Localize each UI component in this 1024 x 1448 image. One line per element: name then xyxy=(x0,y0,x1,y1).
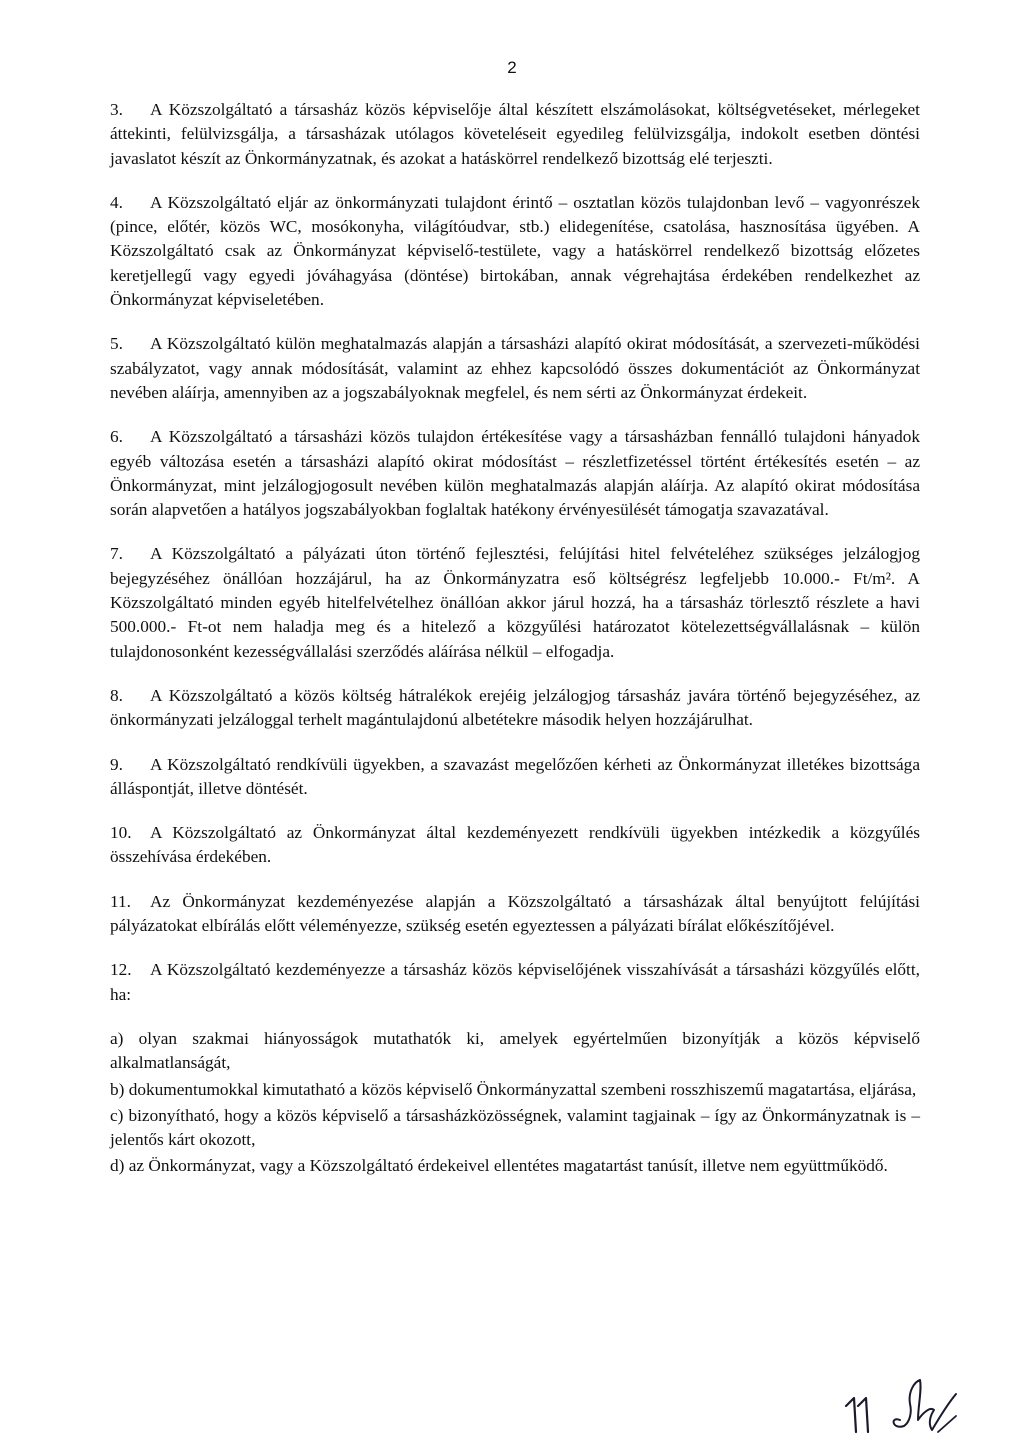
paragraph-text: A Közszolgáltató a pályázati úton történő fejlesztési, felújítási hitel felvételéhez szükséges jelzálogjog bejegyzéséhez önállóan hozzájárul, ha az Önkormányzatra eső költségrész legfeljebb 10.000.- Ft/m². A Közszolgáltató minden egyéb hitelfelvételhez önállóan akkor járul hozzá, ha a társasház törlesztő részlete a havi 500.000.- Ft-ot nem haladja meg és a hitelező a közgyűlési határozatot kötelezettségvállalásnak – külön tulajdonosonként kezességvállalási szerződés aláírása nélkül – elfogadja. xyxy=(110,544,920,661)
paragraph-4 xyxy=(110,191,920,312)
paragraph-text: A Közszolgáltató az Önkormányzat által kezdeményezett rendkívüli ügyekben intézkedik a közgyűlés összehívása érdekében. xyxy=(110,823,920,867)
paragraph-number: 7. xyxy=(110,544,123,564)
subitem-b: b) dokumentumokkal kimutatható a közös képviselő Önkormányzattal szembeni rosszhiszemű magatartása, eljárása, xyxy=(110,1079,917,1099)
handwritten-initials xyxy=(838,1376,988,1436)
paragraph-8 xyxy=(110,684,920,733)
paragraph-number: 6. xyxy=(110,427,123,447)
paragraph-text: A Közszolgáltató a társasházi közös tulajdon értékesítése vagy a társasházban fennálló tulajdoni hányadok egyéb változása esetén a társasházi alapító okirat módosítást – részletfizetéssel történt értékesítés esetén – az Önkormányzat, mint jelzálogjogosult nevében külön meghatalmazás alapján aláírja. Az alapító okirat módosítása során alapvetően a hatályos jogszabályokban foglaltak hatékony érvényesülését támogatja szavazatával. xyxy=(110,427,920,520)
paragraph-number: 4. xyxy=(110,192,123,212)
paragraph-7 xyxy=(110,542,920,663)
paragraph-6 xyxy=(110,425,920,522)
paragraph-number: 9. xyxy=(110,754,123,774)
paragraph-10 xyxy=(110,821,920,870)
paragraph-number: 3. xyxy=(110,100,123,119)
subitem-d: d) az Önkormányzat, vagy a Közszolgáltató érdekeivel ellentétes magatartást tanúsít, illetve nem együttműködő. xyxy=(110,1156,888,1176)
subitem-a: a) olyan szakmai hiányosságok mutathatók ki, amelyek egyértelműen bizonyítják a közös képviselő alkalmatlanságát, xyxy=(110,1028,920,1073)
page-number: 2 xyxy=(507,58,517,77)
paragraph-text: A Közszolgáltató rendkívüli ügyekben, a szavazást megelőzően kérheti az Önkormányzat illetékes bizottsága álláspontját, illetve döntését. xyxy=(110,754,920,798)
paragraph-number: 5. xyxy=(110,334,123,354)
paragraph-text: A Közszolgáltató kezdeményezze a társasház közös képviselőjének visszahívását a társasházi közgyűlés előtt, ha: xyxy=(110,960,920,1004)
paragraph-5 xyxy=(110,332,920,405)
paragraph-text: Az Önkormányzat kezdeményezése alapján a Közszolgáltató a társasházak által benyújtott felújítási pályázatokat elbírálás előtt véleményezze, szükség esetén egyeztessen a pályázati bírálat előkészítőjével. xyxy=(110,891,920,936)
paragraph-number: 8. xyxy=(110,685,123,705)
paragraph-text: A Közszolgáltató külön meghatalmazás alapján a társasházi alapító okirat módosítását, a szervezeti-működési szabályzatot, vagy annak módosítását, valamint az ehhez kapcsolódó összes dokumentációt az Önkormányzat nevében aláírja, amennyiben az a jogszabályoknak megfelel, és nem sérti az Önkormányzat érdekeit. xyxy=(110,334,920,402)
paragraph-text: A Közszolgáltató eljár az önkormányzati tulajdont érintő – osztatlan közös tulajdonban levő – vagyonrészek (pince, előtér, közös WC, mosókonyha, világítóudvar, stb.) elidegenítése, csatolása, hasznosítása ügyében. A Közszolgáltató csak az Önkormányzat képviselő-testülete, vagy a hatáskörrel rendelkező bizottság előzetes keretjellegű vagy egyedi jóváhagyása (döntése) birtokában, annak végrehajtása érdekében rendelkezhet az Önkormányzat képviseletében. xyxy=(110,192,920,310)
paragraph-9 xyxy=(110,753,920,802)
paragraph-number: 10. xyxy=(110,823,132,843)
paragraph-12 xyxy=(110,958,920,1007)
paragraph-3 xyxy=(110,98,920,171)
paragraph-11 xyxy=(110,890,920,939)
paragraph-number: 12. xyxy=(110,960,132,980)
paragraph-text: A Közszolgáltató a közös költség hátralékok erejéig jelzálogjog társasház javára történő bejegyzéséhez, az önkormányzati jelzáloggal terhelt magántulajdonú albetétekre második helyen hozzájárulhat. xyxy=(110,685,920,730)
paragraph-text: A Közszolgáltató a társasház közös képviselője által készített elszámolásokat, költségvetéseket, mérlegeket áttekinti, felülvizsgálja, a társasházak utólagos követeléseit egyedileg felülvizsgálja, indokolt esetben döntési javaslatot készít az Önkormányzatnak, és azokat a hatáskörrel rendelkező bizottság elé terjeszti. xyxy=(110,100,920,168)
subitem-c: c) bizonyítható, hogy a közös képviselő a társasházközösségnek, valamint tagjainak – így az Önkormányzatnak is – jelentős kárt okozott, xyxy=(110,1105,920,1150)
document-body xyxy=(110,98,920,1181)
paragraph-number: 11. xyxy=(110,891,131,911)
